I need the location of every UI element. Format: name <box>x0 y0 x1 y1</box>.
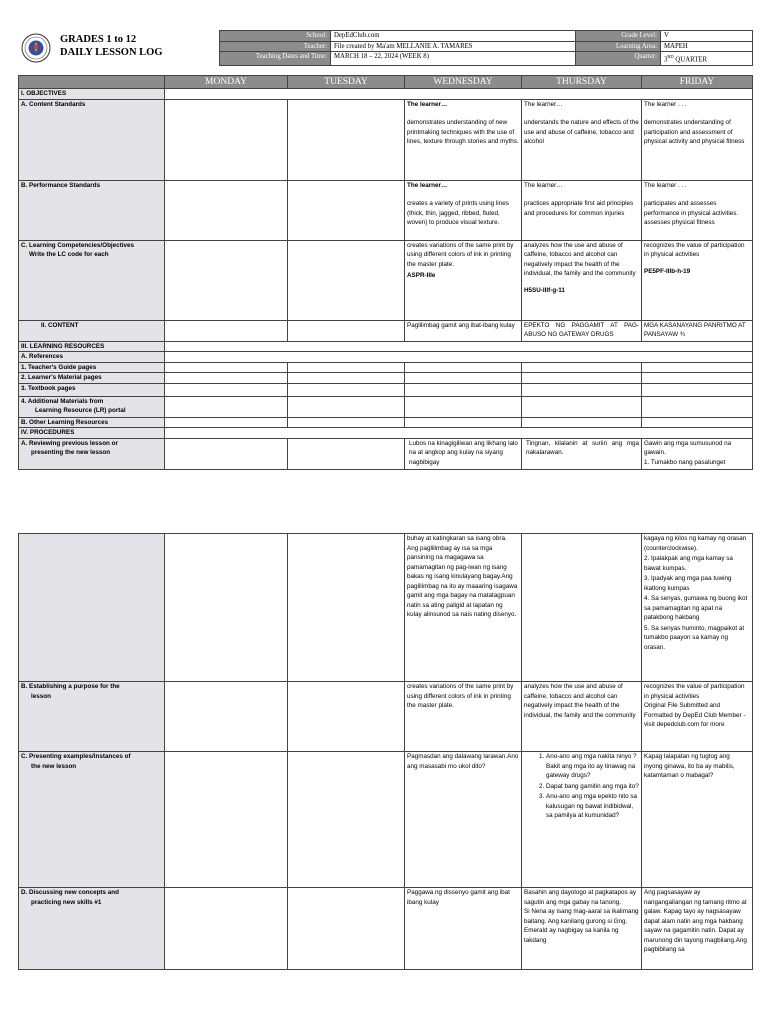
cell-competencies-wednesday: creates variations of the same print by using different colors of ink in printing the master plate. ASPR-IIIe <box>405 240 522 320</box>
cell-examples-wednesday: Pagmasdan ang dalawang larawan.Ano ang masasabi mo ukol dito? <box>405 752 522 888</box>
quarter-label: Quarter: <box>576 52 661 66</box>
section-objectives: I. OBJECTIVES <box>19 89 165 100</box>
deped-seal-logo <box>21 33 51 63</box>
grade-level-value: V <box>661 31 753 42</box>
empty-cell <box>165 89 753 100</box>
form-title: GRADES 1 to 12 <box>60 34 137 45</box>
cell-content-friday: MGA KASANAYANG PANRITMO AT PANSAYAW ¾ <box>642 320 753 341</box>
list-item: 2. Dapat bang gamitin ang mga ito? <box>546 782 639 792</box>
learning-area-label: Learning Area: <box>576 41 661 52</box>
empty-cell <box>288 240 405 320</box>
empty-cell <box>288 99 405 180</box>
teaching-dates-label: Teaching Dates and Time: <box>220 52 331 66</box>
school-value: DepEdClub.com <box>331 31 576 42</box>
row-label-references: A. References <box>19 352 165 363</box>
teacher-label: Teacher: <box>220 41 331 52</box>
empty-cell <box>165 320 288 341</box>
cell-purpose-thursday: analyzes how the use and abuse of caffeine, tobacco and alcohol can negatively impact the health of the individual, the family and the community <box>522 682 642 752</box>
day-header-thursday: THURSDAY <box>522 76 642 89</box>
cell-competencies-thursday: analyzes how the use and abuse of caffeine, tobacco and alcohol can negatively impact the health of the individual, the family and the community H5SU-IIIf-g-11 <box>522 240 642 320</box>
cell-purpose-friday: recognizes the value of participation in physical activities Original File Submitted and Formatted by DepEd Club Member - visit depedclub.com for more <box>642 682 753 752</box>
empty-cell <box>165 341 753 352</box>
cell-performance-standards-friday: The learner . . . participates and assesses performance in physical activities. assesses physical fitness <box>642 180 753 240</box>
row-label-continued <box>19 534 165 682</box>
day-header-monday: MONDAY <box>165 76 288 89</box>
grade-level-label: Grade Level: <box>576 31 661 42</box>
row-label-presenting-examples: C. Presenting examples/instances of the new lesson <box>19 752 165 888</box>
lesson-log-table-page2 <box>18 533 753 970</box>
cell-content-thursday: EPEKTO NG PAGGAMIT AT PAG-ABUSO NG GATEWAY DRUGS <box>522 320 642 341</box>
row-label-other-resources: B. Other Learning Resources <box>19 417 165 428</box>
row-label-additional-materials: 4. Additional Materials from Learning Resource (LR) portal <box>19 396 165 417</box>
empty-cell <box>165 99 288 180</box>
empty-cell <box>165 352 753 363</box>
cell-review-thursday: Tingnan, kilalanin at suriin ang mga nakalarawan. <box>522 438 642 469</box>
empty-cell <box>288 180 405 240</box>
day-header-friday: FRIDAY <box>642 76 753 89</box>
cell-review-friday: Gawin ang mga sumusunod na gawain. 1. Tumakbo nang pasalunget <box>642 438 753 469</box>
form-subtitle: DAILY LESSON LOG <box>60 47 163 58</box>
learning-area-value: MAPEH <box>661 41 753 52</box>
row-label-learning-competencies: C. Learning Competencies/Objectives Write the LC code for each <box>19 240 165 320</box>
cell-competencies-friday: recognizes the value of participation in physical activities PE5PF-IIIb-h-19 <box>642 240 753 320</box>
cell-review-wednesday-continued: buhay at katingkaran sa isang obra. Ang paglilimbag ay isa sa mga pansining na magagawa sa pamamagitan ng pag-iwan ng isang bakas ng isang kinulayang bagay.Ang paglilimbag na ito ay maaaring isagawa gamit ang mga bagay na matatagpuan natin sa ating paligid at lapatan ng kulay alinsunod sa nais nating disenyo. <box>405 534 522 682</box>
row-label-content-standards: A. Content Standards <box>19 99 165 180</box>
empty-cell <box>288 320 405 341</box>
cell-examples-thursday <box>522 752 642 888</box>
row-label-textbook: 3. Textbook pages <box>19 383 165 396</box>
cell-performance-standards-wednesday: The learner… creates a variety of prints using lines (thick, thin, jagged, ribbed, fluted, woven) to produce visual texture. <box>405 180 522 240</box>
row-label-discussing-concepts: D. Discussing new concepts and practicing new skills #1 <box>19 888 165 970</box>
row-label-establishing-purpose: B. Establishing a purpose for the lesson <box>19 682 165 752</box>
section-learning-resources: III. LEARNING RESOURCES <box>19 341 165 352</box>
cell-content-wednesday: Paglilimbag gamit ang ibat-ibang kulay <box>405 320 522 341</box>
list-item: 3. Anu-ano ang mga epekto nito sa kalusugan ng bawat indibidwal, sa pamilya at kumunidad? <box>546 792 639 821</box>
empty-cell <box>165 428 753 439</box>
guide-questions-list <box>524 752 639 821</box>
school-label: School: <box>220 31 331 42</box>
row-label-learners-material: 2. Learner's Material pages <box>19 373 165 384</box>
row-label-reviewing-lesson: A. Reviewing previous lesson or presenting the new lesson <box>19 438 165 469</box>
section-content: II. CONTENT <box>19 320 165 341</box>
teacher-value: File created by Ma'am MELLANIE A. TAMARES <box>331 41 576 52</box>
day-header-wednesday: WEDNESDAY <box>405 76 522 89</box>
row-label-teachers-guide: 1. Teacher's Guide pages <box>19 362 165 373</box>
teaching-dates-value: MARCH 18 – 22, 2024 (WEEK 8) <box>331 52 576 66</box>
day-header-tuesday: TUESDAY <box>288 76 405 89</box>
cell-examples-friday: Kapag lalapatan ng tugtog ang inyong ginawa, ito ba ay mabilis, katamtaman o mabagal? <box>642 752 753 888</box>
cell-content-standards-wednesday: The learner… demonstrates understanding of new printmaking techniques with the use of lines, texture through stories and myths. <box>405 99 522 180</box>
row-label-performance-standards: B. Performance Standards <box>19 180 165 240</box>
empty-cell <box>165 180 288 240</box>
cell-content-standards-friday: The learner . . . demonstrates understanding of participation and assessment of physical activity and physical fitness <box>642 99 753 180</box>
cell-discuss-friday: Ang pagsasayaw ay nangangailangan ng tamang ritmo at galaw. Kapag tayo ay nagsasayaw dapat alam natin ang mga hakbang sayaw na gagamitin natin. Dapat ay marunong din tayong magbilang.Ang pagbibilang sa <box>642 888 753 970</box>
cell-review-friday-continued: kagaya ng kilos ng kamay ng orasan (counterclockwise). 2. Ipalakpak ang mga kamay sa bawat kumpas. 3. Ipadyak ang mga paa tuwing ikatlong kumpas 4. Sa senyas, gumawa ng buong ikot sa pamamagitan ng apat na patakbong hakbang 5. Sa senyas huminto, magpaikot at tumakbo paayon sa kamay ng orasan. <box>642 534 753 682</box>
cell-performance-standards-thursday: The learner… practices appropriate first aid principles and procedures for common injuries <box>522 180 642 240</box>
cell-discuss-wednesday: Paggawa ng dissenyo gamit ang ibat ibang kulay <box>405 888 522 970</box>
cell-content-standards-thursday: The learner… understands the nature and effects of the use and abuse of caffeine, tobacco and alcohol <box>522 99 642 180</box>
quarter-value: 3RD QUARTER <box>661 52 753 66</box>
corner-header <box>19 76 165 89</box>
cell-discuss-thursday: Basahin ang dayologo at pagkatapos ay sagutin ang mga gabay na tanong. Si Nena ay isang mag-aaral sa ikalimang baitang. Ang kanilang gurong si Gng. Emerald ay nagbigay sa kanila ng takdang <box>522 888 642 970</box>
list-item: 1. Ano-ano ang mga nakita ninyo ? Bakit ang mga ito ay tinawag na gateway drugs? <box>546 752 639 781</box>
header-info-table <box>219 30 753 66</box>
lesson-log-table-page1 <box>18 75 753 470</box>
cell-purpose-wednesday: creates variations of the same print by using different colors of ink in printing the master plate. <box>405 682 522 752</box>
cell-review-wednesday: Lubos na kinagigiliwan ang likhang lalo na at angkop ang kulay na siyang nagbibigay <box>405 438 522 469</box>
section-procedures: IV. PROCEDURES <box>19 428 165 439</box>
empty-cell <box>165 240 288 320</box>
